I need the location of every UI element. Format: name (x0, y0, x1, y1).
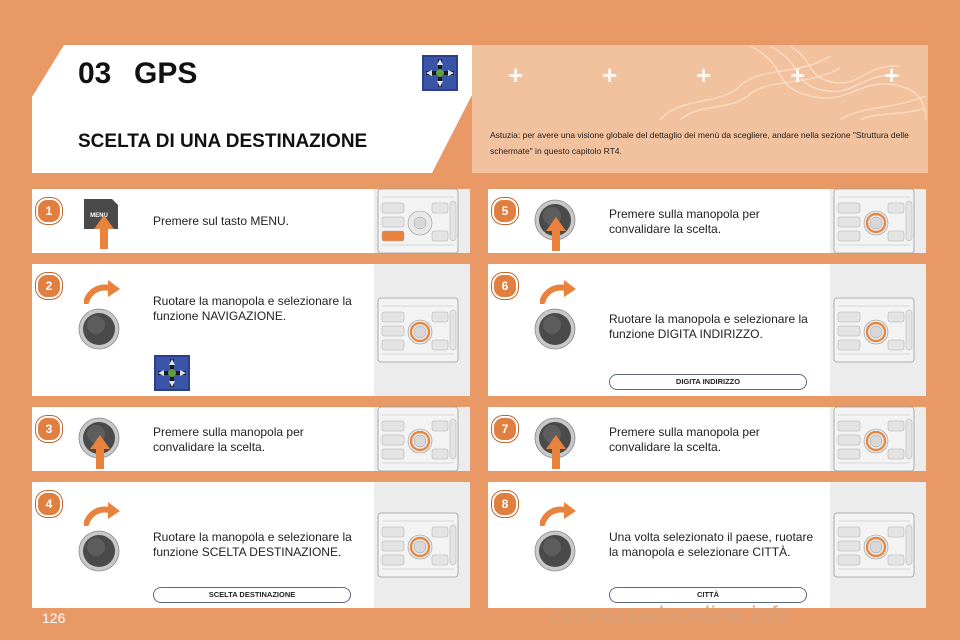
step-instruction: Premere sulla manopola per convalidare la scelta. (609, 207, 760, 236)
menu-option-pill: SCELTA DESTINAZIONE (153, 587, 351, 603)
step-number-badge: 7 (492, 416, 518, 442)
plus-mark-decoration: + (508, 60, 524, 90)
step-card-5 (488, 189, 926, 253)
watermark: carmanualsonline.info (548, 602, 792, 629)
radio-unit-icon (832, 187, 916, 255)
step-instruction: Premere sul tasto MENU. (153, 214, 290, 228)
menu-option-pill: CITTÀ (609, 587, 807, 603)
chapter-title: GPS (134, 57, 198, 90)
step-card-1 (32, 189, 470, 253)
step-number-badge: 6 (492, 273, 518, 299)
step-card-7 (488, 407, 926, 471)
step-card-3 (32, 407, 470, 471)
navigation-compass-icon (154, 355, 190, 391)
radio-unit-icon (832, 511, 916, 579)
press-arrow-icon (94, 215, 114, 254)
rotate-arrow-icon (540, 502, 576, 531)
menu-option-pill: DIGITA INDIRIZZO (609, 374, 807, 390)
radio-unit-icon (376, 511, 460, 579)
plus-mark-decoration: + (884, 60, 900, 90)
step-number-badge: 3 (36, 416, 62, 442)
press-arrow-icon (546, 217, 566, 256)
press-arrow-icon (90, 435, 110, 474)
plus-mark-decoration: + (602, 60, 618, 90)
step-number-badge: 1 (36, 198, 62, 224)
rotate-arrow-icon (84, 280, 120, 309)
section-title: SCELTA DI UNA DESTINAZIONE (78, 131, 368, 152)
tip-text: Astuzia: per avere una visione globale del dettaglio dei menù da scegliere, andare nella sezione "Struttura delle schermate" in questo capitolo RT4. (490, 130, 909, 156)
step-card-8 (488, 482, 926, 608)
step-card-4 (32, 482, 470, 608)
step-instruction: Ruotare la manopola e selezionare la funzione DIGITA INDIRIZZO. (609, 312, 808, 341)
chapter-number: 03 (78, 57, 112, 90)
step-number-badge: 8 (492, 491, 518, 517)
radio-unit-icon (832, 405, 916, 473)
step-instruction: Ruotare la manopola e selezionare la funzione SCELTA DESTINAZIONE. (153, 530, 352, 559)
plus-mark-decoration: + (696, 60, 712, 90)
dial-knob-icon (534, 530, 576, 572)
radio-unit-icon (376, 296, 460, 364)
rotate-arrow-icon (540, 280, 576, 309)
step-instruction: Una volta selezionato il paese, ruotare la manopola e selezionare CITTÀ. (609, 530, 814, 559)
dial-knob-icon (78, 530, 120, 572)
step-instruction: Premere sulla manopola per convalidare la scelta. (153, 425, 304, 454)
svg-text:MENU: MENU (90, 213, 108, 219)
step-number-badge: 4 (36, 491, 62, 517)
topographic-map-decoration (600, 46, 926, 120)
step-number-badge: 2 (36, 273, 62, 299)
radio-unit-icon (832, 296, 916, 364)
dial-knob-icon (78, 308, 120, 350)
step-instruction: Ruotare la manopola e selezionare la funzione NAVIGAZIONE. (153, 294, 352, 323)
step-number-badge: 5 (492, 198, 518, 224)
press-arrow-icon (546, 435, 566, 474)
dial-knob-icon (534, 308, 576, 350)
step-card-6 (488, 264, 926, 396)
radio-unit-icon (376, 405, 460, 473)
rotate-arrow-icon (84, 502, 120, 531)
step-card-2 (32, 264, 470, 396)
plus-mark-decoration: + (790, 60, 806, 90)
radio-unit-icon (376, 187, 460, 255)
step-instruction: Premere sulla manopola per convalidare la scelta. (609, 425, 760, 454)
page-number: 126 (42, 610, 66, 626)
navigation-compass-icon (422, 55, 458, 91)
